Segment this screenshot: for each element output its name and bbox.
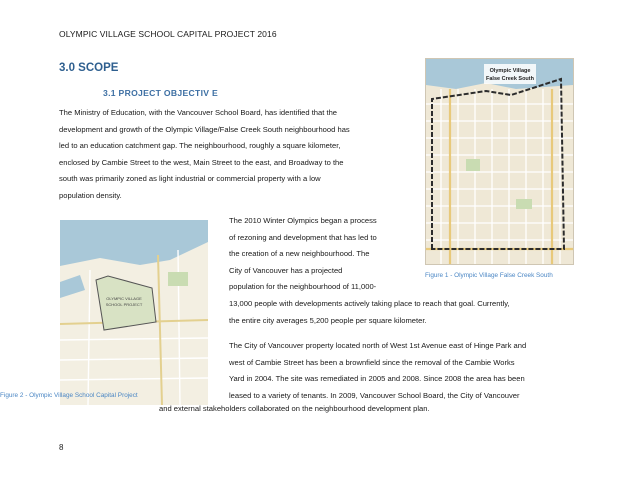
paragraph-city-property: [229, 338, 526, 404]
paragraph-olympics-rezoning: [229, 213, 404, 296]
paragraph-line: the entire city averages 5,200 people per square kilometer.: [229, 315, 427, 325]
section-heading: 3.0 SCOPE: [59, 62, 119, 74]
figure1-map-label-line2: False Creek South: [486, 76, 534, 82]
paragraph-line: leased to a variety of tenants. In 2009, Vancouver School Board, the City of Vancouver: [229, 390, 520, 400]
subsection-heading: 3.1 PROJECT OBJECTIV E: [103, 88, 219, 98]
figure1-map-image: [425, 58, 574, 265]
paragraph-line: Yard in 2004. The site was remediated in 2005 and 2008. Since 2008 the area has been: [229, 374, 525, 383]
paragraph-line: and external stakeholders collaborated on the neighbourhood development plan.: [159, 404, 430, 413]
paragraph-line: population density.: [59, 190, 122, 200]
figure2-map-label-line2: SCHOOL PROJECT: [105, 302, 143, 307]
figure2-map-image: [60, 220, 208, 405]
page-number: 8: [59, 443, 64, 452]
paragraph-line: 13,000 people with developments actively taking place to reach that goal. Currently,: [229, 299, 510, 308]
paragraph-line: south was primarily zoned as light industrial or commercial property with a low: [59, 174, 321, 183]
paragraph-line: west of Cambie Street has been a brownfield since the removal of the Cambie Works: [229, 357, 515, 367]
paragraph-line: led to an education catchment gap. The neighbourhood, roughly a square kilometer,: [59, 141, 341, 150]
paragraph-line: enclosed by Cambie Street to the west, Main Street to the east, and Broadway to the: [59, 157, 344, 167]
document-header-title: OLYMPIC VILLAGE SCHOOL CAPITAL PROJECT 2016: [59, 29, 277, 39]
paragraph-ministry-objective: [59, 105, 409, 204]
figure2-map-label-line1: OLYMPIC VILLAGE: [106, 296, 142, 301]
figure1-map-label-line1: Olympic Village: [489, 68, 531, 74]
paragraph-line: the creation of a new neighbourhood. The: [229, 249, 370, 258]
figure1-caption: Figure 1 - Olympic Village False Creek South: [425, 272, 553, 279]
paragraph-line: City of Vancouver has a projected: [229, 265, 343, 275]
paragraph-line: of rezoning and development that has led to: [229, 232, 377, 242]
paragraph-line: The Ministry of Education, with the Vancouver School Board, has identified that the: [59, 108, 338, 117]
paragraph-line: population for the neighbourhood of 11,000-: [229, 282, 377, 291]
paragraph-olympics-rezoning-continued: [229, 296, 510, 329]
paragraph-line: The 2010 Winter Olympics began a process: [229, 216, 377, 225]
paragraph-line: development and growth of the Olympic Village/False Creek South neighbourhood has: [59, 124, 350, 134]
paragraph-line: The City of Vancouver property located north of West 1st Avenue east of Hinge Park and: [229, 341, 527, 350]
figure2-caption: Figure 2 - Olympic Village School Capital Project: [0, 392, 138, 399]
